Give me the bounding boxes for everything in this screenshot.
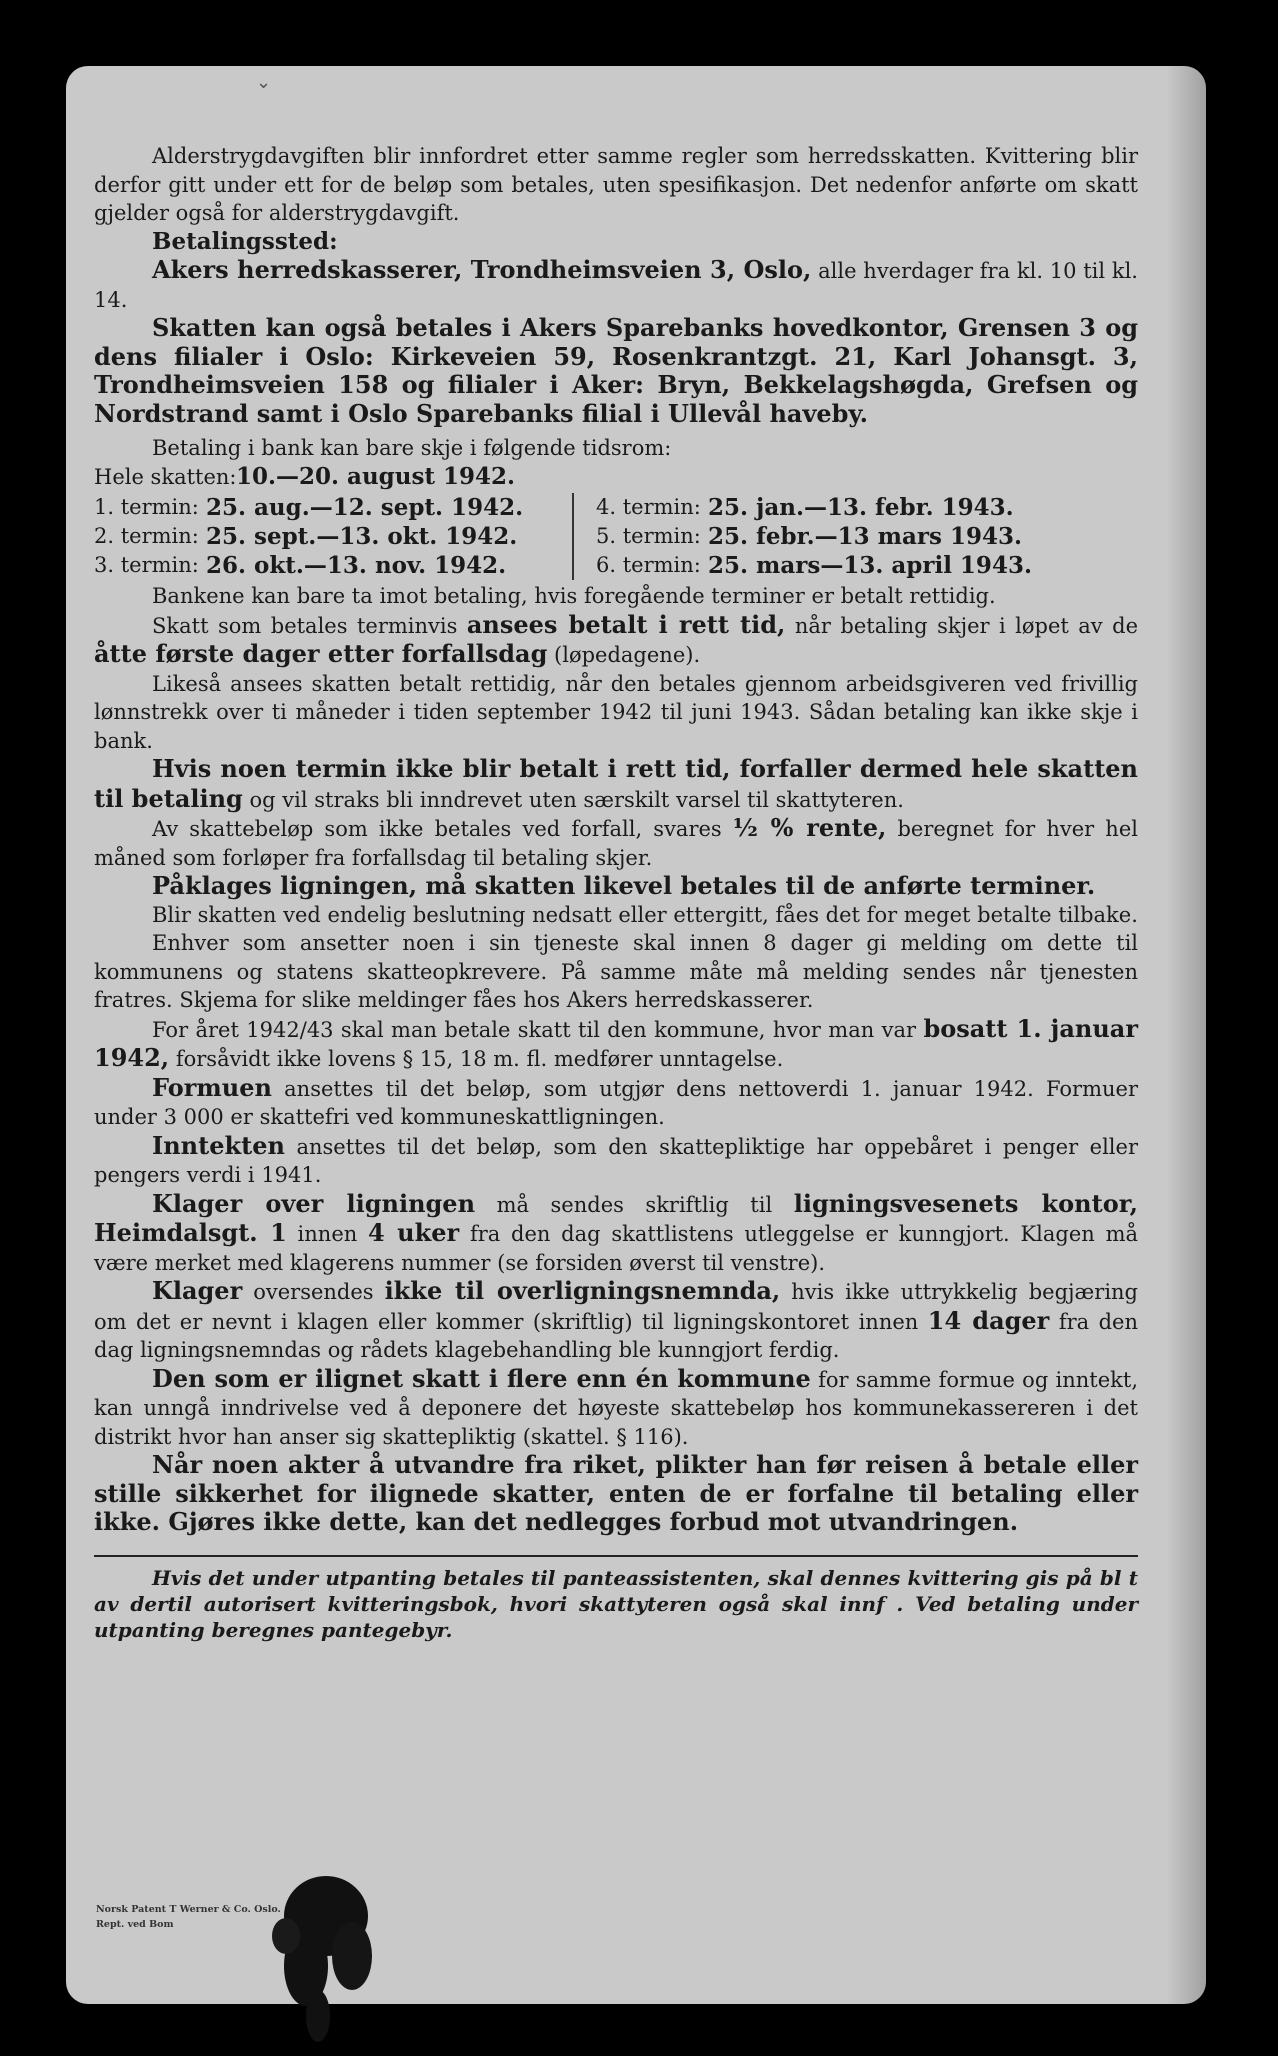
paragraph-sparebank: Skatten kan også betales i Akers Sparebanks hovedkontor, Grensen 3 og dens filialer i Oslo: Kirkeveien 59, Rosenkrantzgt. 21, Karl Johansgt. 3, Trondheimsveien 158 og filialer i Aker: Bryn, Bekkelagshøgda, Grefsen og Nordstrand samt i Oslo Sparebanks filial i Ullevål haveby. <box>94 313 1138 428</box>
document-body <box>94 142 1138 1643</box>
hele-skatten-label: Hele skatten: <box>94 464 237 489</box>
termin-row: 4. termin: 25. jan.—13. febr. 1943. <box>596 494 1014 521</box>
paragraph-inntekten: Inntekten ansettes til det beløp, som den skattepliktige har oppebåret i penger eller pengers verdi i 1941. <box>94 1130 1138 1187</box>
paragraph-tjeneste: Enhver som ansetter noen i sin tjeneste skal innen 8 dager gi melding om dette til kommunens og statens skatteopkrevere. På samme måte må melding sendes når tjenesten fratres. Skjema for slike meldinger fåes hos Akers herredskasserer. <box>94 931 1138 1012</box>
hele-skatten-value: 10.—20. august 1942. <box>236 462 516 490</box>
paragraph-nedsatt: Blir skatten ved endelig beslutning nedsatt eller ettergitt, fåes det for meget betalte tilbake. <box>152 902 1138 927</box>
footer-utpanting: Hvis det under utpanting betales til panteassistenten, skal dennes kvittering gis på bl t av dertil autorisert kvitteringsbok, hvori skattyteren også skal innf . Ved betaling under utpanting beregnes pantegebyr. <box>94 1565 1138 1642</box>
ink-stain-icon <box>256 1856 396 2056</box>
printer-imprint: Norsk Patent T Werner & Co. Oslo. Rept. ved Bom <box>96 1904 281 1930</box>
paragraph-paklages: Påklages ligningen, må skatten likevel betales til de anførte terminer. <box>152 871 1096 900</box>
paragraph-forfaller: Hvis noen termin ikke blir betalt i rett tid, forfaller dermed hele skatten til betaling og vil straks bli inndrevet uten særskilt varsel til skattyteren. <box>94 754 1138 813</box>
termin-row: 1. termin: 25. aug.—12. sept. 1942. <box>94 494 524 521</box>
paragraph-bankene: Bankene kan bare ta imot betaling, hvis foregående terminer er betalt rettidig. <box>152 584 996 608</box>
paragraph-utvandre: Når noen akter å utvandre fra riket, plikter han før reisen å betale eller stille sikkerhet for ilignede skatter, enten de er forfalne til betaling eller ikke. Gjøres ikke dette, kan det nedlegges forbud mot utvandringen. <box>94 1450 1138 1536</box>
hele-skatten-row <box>94 463 1138 492</box>
corner-mark: ⌄ <box>256 72 272 93</box>
termin-row: 5. termin: 25. febr.—13 mars 1943. <box>596 523 1022 550</box>
paragraph-terminvis: Skatt som betales terminvis ansees betalt i rett tid, når betaling skjer i løpet av de åtte første dager etter forfallsdag (løpedagene). <box>94 609 1138 668</box>
termin-row: 2. termin: 25. sept.—13. okt. 1942. <box>94 523 518 550</box>
paragraph-alderstrygd: Alderstrygdavgiften blir innfordret etter samme regler som herredsskatten. Kvittering blir derfor gitt under ett for de beløp som betales, uten spesifikasjon. Det nedenfor anførte om skatt gjelder også for alderstrygdavgift. <box>94 144 1138 225</box>
heading-betalingssted: Betalingssted: <box>152 227 338 255</box>
termin-row: 3. termin: 26. okt.—13. nov. 1942. <box>94 552 507 579</box>
paragraph-klager-oversendes: Klager oversendes ikke til overligningsnemnda, hvis ikke uttrykkelig begjæring om det er nevnt i klagen eller kommer (skriftlig) til ligningskontoret innen 14 dager fra den dag ligningsnemndas og rådets klagebehandling ble kunngjort ferdig. <box>94 1276 1138 1362</box>
termin-row: 6. termin: 25. mars—13. april 1943. <box>596 552 1032 579</box>
paragraph-klager-over: Klager over ligningen må sendes skriftlig til ligningsvesenets kontor, Heimdalsgt. 1 innen 4 uker fra den dag skattlistens utleggelse er kunngjort. Klagen må være merket med klagerens nummer (se forsiden øverst til venstre). <box>94 1188 1138 1275</box>
paragraph-flere-kommuner: Den som er ilignet skatt i flere enn én kommune for samme formue og inntekt, kan unngå inndrivelse ved å deponere det høyeste skattebeløp hos kommunekassereren i det distrikt hvor han anser sig skattepliktig (skattel. § 116). <box>94 1363 1138 1449</box>
paragraph-formuen: Formuen ansettes til det beløp, som utgjør dens nettoverdi 1. januar 1942. Formuer under 3 000 er skattefri ved kommuneskattligningen. <box>94 1072 1138 1129</box>
document-sheet <box>66 66 1206 2004</box>
termin-column-right <box>574 493 1138 580</box>
termin-column-left <box>94 493 574 580</box>
paragraph-rente: Av skattebeløp som ikke betales ved forfall, svares ½ % rente, beregnet for hver hel måned som forløper fra forfallsdag til betaling skjer. <box>94 813 1138 870</box>
paragraph-herredskasserer: Akers herredskasserer, Trondheimsveien 3, Oslo, alle hverdager fra kl. 10 til kl. 14. <box>94 255 1138 312</box>
footer-divider <box>94 1555 1138 1557</box>
paragraph-lonnstrekk: Likeså ansees skatten betalt rettidig, når den betales gjennom arbeidsgiveren ved frivillig lønnstrekk over ti måneder i tiden september 1942 til juni 1943. Sådan betaling kan ikke skje i bank. <box>94 671 1138 753</box>
paragraph-bosatt: For året 1942/43 skal man betale skatt til den kommune, hvor man var bosatt 1. januar 1942, forsåvidt ikke lovens § 15, 18 m. fl. medfører unntagelse. <box>94 1013 1138 1072</box>
termin-schedule <box>94 493 1138 580</box>
paragraph-bank-tidsrom: Betaling i bank kan bare skje i følgende tidsrom: <box>152 436 672 460</box>
